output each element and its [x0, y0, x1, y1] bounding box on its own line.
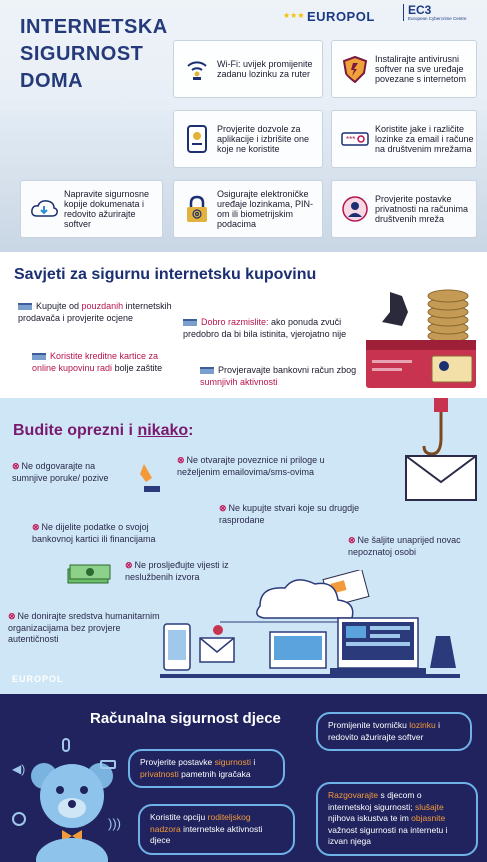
- cross-icon: ⊗: [348, 535, 356, 545]
- cross-icon: ⊗: [32, 522, 40, 532]
- never-do-section: [0, 398, 487, 694]
- tip-card-text: Napravite sigurnosne kopije dokumenata i redovito ažurirajte softver: [64, 189, 150, 229]
- children-tip-change-password: Promijenite tvorničku lozinku i redovito ažurirajte softver: [316, 712, 472, 751]
- europol-logo: [283, 3, 467, 26]
- never-item-bank-details: ⊗ Ne dijelite podatke o svojoj bankovnoj kartici ili financijama: [32, 522, 156, 544]
- tip-card-text: Provjerite postavke privatnosti na računima društvenih mreža: [375, 194, 469, 224]
- fingerprint-lock-icon: [182, 194, 212, 224]
- microphone-icon: [62, 738, 70, 752]
- antivirus-shield-icon: [340, 54, 370, 84]
- tip-card-privacy: [331, 180, 477, 238]
- tip-card-antivirus: [331, 40, 477, 98]
- tip-card-text: Osigurajte elektroničke uređaje lozinkama, PIN-om ili biometrijskim podacima: [217, 189, 314, 229]
- password-key-icon: [340, 124, 370, 154]
- never-item-donations: ⊗ Ne donirajte sredstva humanitarnim organizacijama bez provjere autentičnosti: [8, 611, 160, 644]
- shopping-tip-check-bank: Provjeravajte bankovni račun zbog sumnjivih aktivnosti: [200, 365, 357, 387]
- section-heading: Budite oprezni i nikako:: [13, 422, 194, 439]
- tip-card-permissions: [173, 110, 323, 168]
- tip-card-text: Provjerite dozvole za aplikacije i izbrišite one koje ne koristite: [217, 124, 310, 154]
- phishing-hook-illustration: [392, 398, 482, 508]
- credit-card-icon: [183, 319, 197, 326]
- coins-wallet-illustration: [362, 282, 482, 392]
- tip-card-text: Wi-Fi: uvijek promijenite zadanu lozinku za ruter: [217, 59, 313, 79]
- cloud-backup-icon: [29, 194, 59, 224]
- tip-card-text: Koristite jake i različite lozinke za email i račune na društvenim mrežama: [375, 124, 474, 154]
- shopping-tip-think-twice: Dobro razmislite: ako ponuda zvuči predobro da bi bila istinita, vjerojatno nije: [183, 317, 347, 339]
- children-safety-section: [0, 694, 487, 862]
- credit-card-icon: [18, 303, 32, 310]
- shopping-tip-credit-cards: Koristite kreditne kartice za online kupovinu radi bolje zaštite: [32, 351, 163, 373]
- tip-card-text: Instalirajte antivirusni softver na sve uređaje povezane s internetom: [375, 54, 467, 84]
- cross-icon: ⊗: [125, 560, 133, 570]
- shopping-tip-trusted-sellers: Kupujte od pouzdanih internetskih prodavača i provjerite ocjene: [18, 301, 172, 323]
- app-permissions-icon: [182, 124, 212, 154]
- home-security-section: [0, 0, 487, 252]
- wireless-signal-icon: ))): [108, 816, 121, 831]
- children-tip-smart-toys: Provjerite postavke sigurnosti i privatnosti pametnih igračaka: [128, 749, 285, 788]
- privacy-profile-icon: [340, 194, 370, 224]
- page-title: INTERNETSKA SIGURNOST DOMA: [20, 16, 168, 92]
- devices-network-illustration: [160, 576, 460, 686]
- eu-stars-icon: ★★★: [283, 11, 305, 20]
- never-item-sold-out: ⊗ Ne kupujte stvari koje su drugdje rasprodane: [219, 503, 360, 525]
- never-item-suspicious-messages: ⊗ Ne odgovarajte na sumnjive poruke/ pozive: [12, 461, 109, 483]
- speaker-icon: ◀): [12, 762, 26, 776]
- cross-icon: ⊗: [219, 503, 227, 513]
- cross-icon: ⊗: [8, 611, 16, 621]
- svg-text:***: ***: [346, 135, 356, 144]
- wifi-icon: [182, 54, 212, 84]
- camera-icon: [100, 760, 116, 769]
- children-tip-parental-control: Koristite opciju roditeljskog nadzora internetske aktivnosti djece: [138, 804, 295, 855]
- europol-wordmark: EUROPOL: [307, 8, 375, 24]
- ec3-logo: EC3 European Cybercrime Centre: [403, 4, 468, 21]
- europol-footer-logo: EUROPOL: [12, 674, 64, 684]
- credit-card-icon: [32, 353, 46, 360]
- tip-card-wifi: [173, 40, 323, 98]
- tip-card-passwords: [331, 110, 477, 168]
- online-shopping-section: [0, 252, 487, 398]
- section-heading: Savjeti za sigurnu internetsku kupovinu: [14, 266, 317, 283]
- cross-icon: ⊗: [12, 461, 20, 471]
- credit-card-icon: [200, 367, 214, 374]
- section-heading: Računalna sigurnost djece: [90, 710, 281, 727]
- never-item-advance-money: ⊗ Ne šaljite unaprijed novac nepoznatoj osobi: [348, 535, 461, 557]
- cross-icon: ⊗: [177, 455, 185, 465]
- children-tip-talk-to-kids: Razgovarajte s djecom o internetskoj sigurnosti; slušajte njihova iskustva te im objasnite važnost sigurnosti na internetu i izvan njega: [316, 782, 478, 856]
- compass-icon: [12, 812, 26, 826]
- tip-card-device-lock: [173, 180, 323, 238]
- phone-ringing-icon: [138, 460, 164, 496]
- never-item-links: ⊗ Ne otvarajte poveznice ni priloge u neželjenim emailovima/sms-ovima: [177, 455, 325, 477]
- never-item-unofficial-news: ⊗ Ne prosljeđujte vijesti iz neslužbenih izvora: [125, 560, 229, 582]
- tip-card-backup: [20, 180, 163, 238]
- money-stack-icon: [66, 561, 112, 587]
